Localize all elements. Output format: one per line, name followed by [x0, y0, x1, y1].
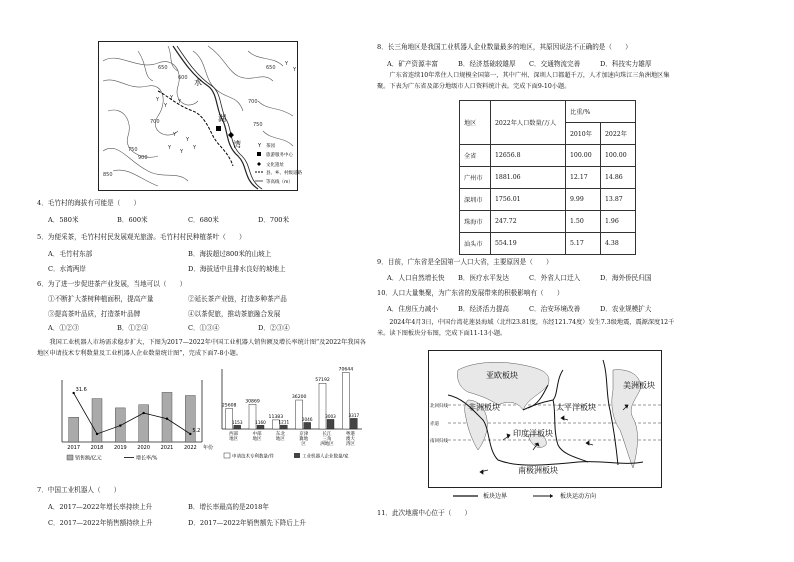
- x-tick-label: 地区: [252, 437, 262, 442]
- enterprise-value-label: 3317: [348, 412, 360, 418]
- x-tick-label: 2018: [90, 445, 104, 451]
- sales-bar: [139, 405, 149, 442]
- q10-option-a[interactable]: A．住房压力减小: [387, 305, 438, 313]
- svg-text:Y: Y: [180, 149, 184, 155]
- legend-label: 申请技术专利数量/件: [232, 454, 275, 460]
- enterprise-value-label: 1160: [255, 419, 266, 425]
- q6-option-b[interactable]: B．①②④: [117, 324, 149, 332]
- plate-label: 美洲板块: [623, 381, 655, 390]
- q6-option-a[interactable]: A．①②③: [48, 324, 80, 332]
- th-2022: 2022年: [601, 123, 636, 145]
- rate-label: 31.6: [75, 387, 87, 394]
- x-tick-label: 澳大: [345, 437, 355, 442]
- svg-text:Y: Y: [178, 99, 182, 105]
- lat-label: 南回归线: [430, 439, 448, 444]
- q8-option-c[interactable]: C．交通物流完善: [529, 60, 581, 68]
- plate-map-legend: [453, 492, 596, 500]
- table-row: 深圳市 1756.01 9.99 13.87: [460, 189, 636, 211]
- contour-label: 650: [158, 65, 168, 71]
- svg-text:Y: Y: [292, 67, 296, 73]
- x-tick-label: 区: [301, 442, 306, 447]
- q6-option-d[interactable]: D．②③④: [258, 324, 290, 332]
- q5-option-c[interactable]: C．水湾两岸: [48, 265, 87, 273]
- growth-line: [74, 393, 191, 434]
- q10-option-b[interactable]: B．经济活力提高: [458, 305, 510, 313]
- contour-label: 750: [253, 122, 263, 128]
- q6-stem: 6．为了进一步促进茶产业发展，当地可以（ ）: [37, 280, 187, 288]
- enterprise-value-label: 3003: [325, 413, 336, 419]
- q9-option-d[interactable]: D．海外侨民归国: [600, 274, 652, 282]
- plate-label: 太平洋板块: [556, 403, 596, 412]
- bay-label: 湾: [233, 140, 241, 149]
- q9-option-a[interactable]: A．人口自然增长快: [387, 274, 445, 282]
- sales-bar: [92, 399, 102, 442]
- enterprise-bar: [234, 425, 241, 429]
- q5-option-b[interactable]: B．海拔超过800米的山坡上: [188, 250, 272, 258]
- svg-text:文化遗址: 文化遗址: [266, 163, 284, 168]
- x-tick-label: 2022: [183, 445, 197, 451]
- legend-label: 销售额/亿元: [75, 455, 102, 462]
- svg-text:Y: Y: [170, 95, 174, 101]
- enterprise-value-label: 1153: [231, 419, 243, 425]
- q10-option-d[interactable]: D．农业规模扩大: [600, 305, 652, 313]
- q8-option-b[interactable]: B．经济基础较雄厚: [458, 60, 516, 68]
- topographic-map: [98, 41, 302, 191]
- enterprise-bar: [327, 419, 334, 429]
- svg-text:Y: Y: [173, 132, 177, 138]
- x-tick-label: 2020: [137, 445, 151, 451]
- patent-bar: [296, 400, 303, 429]
- patent-value-label: 70644: [338, 367, 354, 373]
- q7-option-d[interactable]: D．2017—2022年销售额先下降后上升: [188, 519, 306, 527]
- table-row: 广州市 1881.06 12.17 14.86: [460, 167, 636, 189]
- q8-stem: 8．长三角地区是我国工业机器人企业数量最多的地区，其原因说法不正确的是（ ）: [377, 43, 632, 51]
- q10-stem: 10．人口大量集聚，为广东省的发展带来的积极影响有（ ）: [377, 289, 564, 297]
- svg-text:茶园: 茶园: [266, 144, 275, 149]
- x-tick-label: 长江: [322, 432, 332, 437]
- svg-text:板块运动方向: 板块运动方向: [560, 493, 597, 500]
- enterprise-bar: [280, 425, 287, 429]
- q8-option-d[interactable]: D．科技实力雄厚: [600, 60, 652, 68]
- svg-text:等高线（m）: 等高线（m）: [266, 180, 293, 185]
- svg-text:县、乡、村级道路: 县、乡、村级道路: [266, 171, 302, 176]
- q6-item-2: ②延长茶产业链，打造多种茶产品: [188, 295, 287, 303]
- x-tick-label: 京津: [299, 432, 309, 437]
- contour-label: 600: [178, 75, 188, 81]
- q5-stem: 5．为便采茶，毛竹村村民发展观光旅游。毛竹村村民种植茶叶（ ）: [37, 233, 246, 241]
- rate-label: 5.2: [192, 427, 201, 434]
- patent-bar: [249, 404, 256, 429]
- contour-label: 700: [248, 99, 258, 105]
- patent-value-label: 57192: [315, 378, 330, 384]
- q8-option-a[interactable]: A．矿产资源丰富: [387, 60, 438, 68]
- q6-option-c[interactable]: C．①③④: [188, 324, 220, 332]
- q7-option-c[interactable]: C．2017—2022年销售额持续上升: [48, 519, 153, 527]
- patent-bar: [226, 409, 233, 429]
- lake-label: 湖: [218, 114, 226, 123]
- x-tick-label: 粤港: [345, 432, 355, 437]
- q7-option-a[interactable]: A．2017—2022年增长率持续上升: [48, 503, 153, 511]
- legend-label: 增长率/%: [136, 455, 158, 462]
- intro-quake: 2024年4月3日，中国台湾花莲县海域（北纬23.81度，东经121.74度）发生7.3级地震，震源深度12千米。读下图板块分布图，完成下面11-13小题。: [377, 319, 675, 337]
- sales-bar: [162, 392, 172, 442]
- q4-option-d[interactable]: D．700米: [258, 216, 290, 224]
- svg-text:Y: Y: [164, 103, 168, 109]
- plate-map: [428, 350, 662, 500]
- x-tick-label: 2021: [160, 445, 174, 451]
- svg-text:旅游服务中心: 旅游服务中心: [266, 153, 293, 158]
- enterprise-value-label: 2046: [301, 416, 313, 422]
- x-tick-label: 冀地: [299, 437, 309, 442]
- q7-stem: 7．中国工业机器人（ ）: [37, 486, 121, 494]
- q4-option-c[interactable]: C．680米: [188, 216, 219, 224]
- q10-option-c[interactable]: C．治安环境改善: [529, 305, 581, 313]
- patent-value-label: 36200: [291, 395, 307, 401]
- population-table: [459, 100, 636, 255]
- river-label: 水: [194, 78, 202, 87]
- contour-label: 900: [138, 155, 148, 161]
- svg-text:板块边界: 板块边界: [483, 493, 508, 500]
- q9-option-b[interactable]: B．医疗水平发达: [458, 274, 510, 282]
- enterprise-bar: [304, 422, 311, 429]
- x-tick-label: 地区: [275, 437, 285, 442]
- intro-robot: 我国工业机器人市场需求稳步扩大，下图为2017—2022年中国工业机器人销售额及增长率统计图“及2022年我国各地区申请技术专利数量及工业机器人企业数量统计图”，完成下面7-8小题。: [37, 339, 366, 357]
- contour-label: 650: [266, 65, 276, 71]
- enterprise-bar: [257, 425, 264, 429]
- q4-option-b[interactable]: B．600米: [117, 216, 148, 224]
- th-region: 地区: [460, 101, 491, 145]
- contour-label: 850: [103, 172, 113, 178]
- q7-option-b[interactable]: B．增长率最高的是2018年: [188, 503, 269, 511]
- th-share: 比重/%: [566, 101, 636, 123]
- th-2010: 2010年: [566, 123, 601, 145]
- q5-option-a[interactable]: A．毛竹村东部: [48, 250, 93, 258]
- svg-text:Y: Y: [156, 97, 160, 103]
- svg-text:Y: Y: [168, 145, 172, 151]
- patent-bar: [342, 372, 349, 429]
- lat-label: 赤道: [430, 422, 439, 427]
- svg-text:Y: Y: [186, 137, 190, 143]
- x-tick-label: 三角: [322, 437, 332, 442]
- x-tick-label: 东北: [275, 432, 285, 437]
- th-population: 2022年人口数量/万人: [491, 101, 566, 145]
- patent-bar: [319, 383, 326, 429]
- legend-swatch: [224, 453, 230, 458]
- sales-bar: [69, 417, 79, 442]
- x-tick-label: 湾区: [345, 442, 355, 447]
- table-row: 全省 12656.8 100.00 100.00: [460, 145, 636, 167]
- tourist-center-icon: [216, 126, 221, 131]
- enterprise-bar: [350, 418, 357, 429]
- plate-label: 亚欧板块: [486, 371, 518, 380]
- q9-option-c[interactable]: C．外省人口迁入: [529, 274, 581, 282]
- svg-text:Y: Y: [284, 61, 288, 67]
- x-tick-label: 洲地区: [320, 442, 334, 447]
- q4-option-a[interactable]: A．580米: [48, 216, 79, 224]
- legend-swatch: [294, 453, 300, 458]
- q9-stem: 9．目前，广东省是全国第一人口大省，主要原因是（ ）: [377, 258, 553, 266]
- robot-sales-chart: [44, 367, 212, 462]
- plate-label: 非洲板块: [468, 403, 500, 412]
- patent-value-label: 30869: [245, 399, 260, 405]
- table-row: 汕头市 554.19 5.17 4.38: [460, 233, 636, 255]
- x-tick-label: 2017: [67, 445, 81, 451]
- q6-item-3: ③提高茶叶品质，打造茶叶品牌: [48, 310, 141, 318]
- contour-label: 750: [128, 147, 138, 153]
- patent-value-label: 25608: [221, 403, 237, 409]
- patent-value-label: 11383: [268, 414, 284, 420]
- svg-text:Y: Y: [258, 143, 262, 149]
- x-tick-label: 地区: [229, 437, 239, 442]
- x-tick-label: 西部: [229, 432, 239, 437]
- enterprise-value-label: 1211: [278, 419, 290, 425]
- x-tick-label: 2019: [113, 445, 127, 451]
- x-tick-label: 中部: [252, 432, 262, 437]
- patent-enterprise-chart: [210, 367, 370, 462]
- plate-label: 南极洲板块: [518, 466, 558, 475]
- legend-label: 工业机器人企业数量/家: [302, 454, 349, 460]
- q6-item-4: ④以茶促旅，推动茶旅融合发展: [188, 310, 281, 318]
- lat-label: 北回归线: [430, 404, 448, 409]
- table-row: 珠海市 247.72 1.50 1.96: [460, 211, 636, 233]
- legend-swatch: [67, 455, 73, 460]
- q6-item-1: ①不断扩大茶树种植面积，提高产量: [48, 295, 154, 303]
- q11-stem: 11．此次地震中心位于（ ）: [377, 509, 472, 517]
- svg-text:Y: Y: [193, 145, 197, 151]
- contour-label: 700: [150, 119, 160, 125]
- q5-option-d[interactable]: D．海拔适中且排水良好的坡地上: [188, 265, 286, 273]
- plate-label: 印度洋板块: [513, 429, 553, 438]
- x-unit-label: 年份: [203, 445, 214, 451]
- intro-guangdong: 广东省连续10年常住人口规模全国第一，其中广州、深圳人口都超千万，人才加速向珠江三角洲地区集聚。下表为广东省及部分地级市人口资料统计表。完成下面9-10小题。: [377, 72, 670, 90]
- q4-stem: 4．毛竹村的海拔有可能是（ ）: [37, 199, 141, 207]
